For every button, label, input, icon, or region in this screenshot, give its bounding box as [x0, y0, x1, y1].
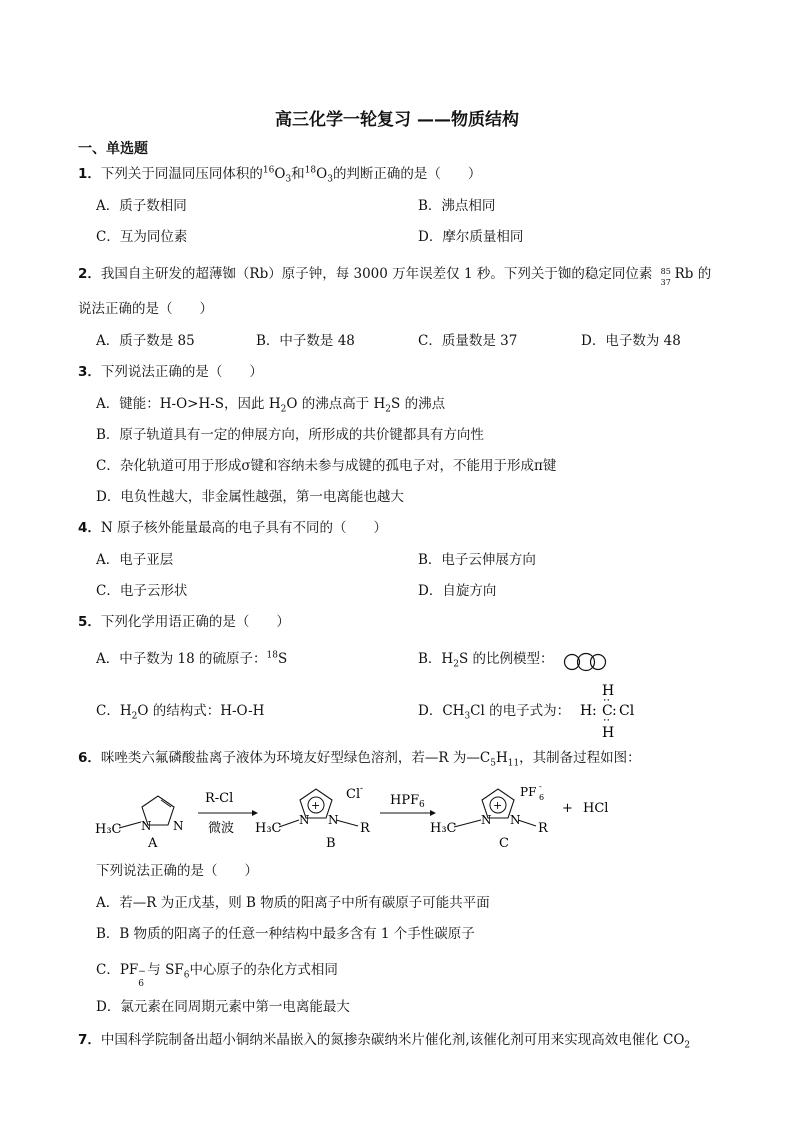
ch3cl-lewis-structure	[578, 682, 640, 740]
svg-text:H₃C: H₃C	[95, 822, 122, 837]
svg-text:N: N	[141, 819, 152, 833]
svg-text:B: B	[326, 836, 336, 851]
svg-text::: :	[601, 698, 614, 702]
svg-text:微波: 微波	[208, 821, 235, 836]
q4-option-d[interactable]: D．自旋方向	[418, 583, 497, 599]
svg-text:6: 6	[539, 793, 545, 802]
q6-option-c[interactable]: C．PF − 6 与 $SF_6$中心原子的杂化方式相同	[96, 962, 338, 989]
q1-option-d[interactable]: D．摩尔质量相同	[418, 229, 524, 245]
reaction-arrow-2	[380, 793, 436, 816]
page-title: 高三化学一轮复习 ——物质结构	[275, 110, 519, 130]
compound-b-structure	[255, 784, 371, 851]
q4-option-c[interactable]: C．电子云形状	[96, 583, 188, 599]
q5-option-c[interactable]: C．$H_2O$ 的结构式：H-O-H	[96, 703, 265, 722]
q4-option-b[interactable]: B．电子云伸展方向	[418, 552, 536, 568]
question-7: 7．中国科学院制备出超小铜纳米晶嵌入的氮掺杂碳纳米片催化剂,该催化剂可用来实现高效电催化 $CO_2$	[78, 1032, 691, 1051]
svg-text::: :	[601, 718, 614, 722]
compound-a-structure	[95, 796, 184, 851]
question-6-stem: 下列说法正确的是（ ）	[96, 863, 258, 879]
q5-option-a[interactable]: A．中子数为 18 的硫原子：$^{18}$S	[96, 650, 288, 667]
question-3: 3．下列说法正确的是（ ）	[78, 364, 263, 380]
q2-option-b[interactable]: B．中子数是 48	[256, 333, 355, 349]
question-2-cont: 说法正确的是（ ）	[78, 301, 213, 317]
svg-text:-: -	[360, 784, 364, 794]
q1-option-a[interactable]: A．质子数相同	[96, 198, 187, 214]
svg-text:R-Cl: R-Cl	[205, 791, 234, 806]
svg-text:+: +	[311, 799, 321, 812]
q6-option-b[interactable]: B．B 物质的阳离子的任意一种结构中最多含有 1 个手性碳原子	[96, 926, 475, 942]
rb-isotope-notation: 85 37	[660, 266, 671, 287]
svg-text:H: H	[602, 683, 615, 699]
svg-text:C: C	[499, 836, 509, 851]
q6-option-a[interactable]: A．若—R 为正戊基，则 B 物质的阳离子中所有碳原子可能共平面	[96, 895, 490, 911]
q2-option-a[interactable]: A．质子数是 85	[96, 333, 195, 349]
q3-option-d[interactable]: D．电负性越大，非金属性越强，第一电离能也越大	[96, 489, 404, 505]
q2-option-c[interactable]: C．质量数是 37	[418, 333, 518, 349]
svg-text:H: H	[580, 703, 593, 719]
question-5: 5．下列化学用语正确的是（ ）	[78, 614, 290, 630]
q4-option-a[interactable]: A．电子亚层	[96, 552, 174, 568]
svg-text:HPF: HPF	[390, 793, 420, 808]
q6-option-d[interactable]: D．氯元素在同周期元素中第一电离能最大	[96, 999, 350, 1015]
h2s-space-filling-model-icon	[563, 645, 609, 673]
q1-option-b[interactable]: B．沸点相同	[418, 198, 496, 214]
svg-text:HCl: HCl	[583, 801, 609, 816]
q5-option-b[interactable]: B．$H_2S$ 的比例模型：	[418, 651, 554, 670]
section-heading: 一、单选题	[78, 141, 148, 157]
reaction-arrow-1	[198, 791, 258, 836]
reaction-scheme-diagram	[90, 780, 650, 852]
svg-text:Cl: Cl	[346, 787, 361, 802]
svg-text:+: +	[562, 801, 573, 816]
svg-text:N: N	[299, 813, 310, 827]
svg-text::: :	[612, 703, 617, 719]
svg-text:R: R	[538, 821, 548, 836]
svg-text:6: 6	[419, 800, 425, 810]
question-1: 1．下列关于同温同压同体积的$^{16}O_3$和$^{18}O_3$的判断正确的是（ ）	[78, 165, 482, 185]
svg-text:Cl: Cl	[619, 703, 635, 719]
svg-text:H₃C: H₃C	[255, 821, 282, 836]
q3-option-b[interactable]: B．原子轨道具有一定的伸展方向，所形成的共价键都具有方向性	[96, 427, 484, 443]
compound-c-structure	[430, 782, 549, 851]
svg-text:N: N	[328, 813, 339, 827]
svg-text:A: A	[148, 836, 158, 851]
svg-text:H: H	[602, 725, 615, 740]
svg-text:PF: PF	[520, 785, 537, 799]
svg-text:-: -	[539, 782, 542, 791]
svg-text:N: N	[510, 813, 521, 827]
svg-text:N: N	[173, 819, 184, 833]
q1-option-c[interactable]: C．互为同位素	[96, 229, 188, 245]
svg-text:+: +	[493, 799, 503, 812]
svg-text:N: N	[481, 813, 492, 827]
q5-option-d[interactable]: D．$CH_3Cl$ 的电子式为：	[418, 703, 571, 722]
question-2: 2．我国自主研发的超薄铷（Rb）原子钟，每 3000 万年误差仅 1 秒。下列关于铷的稳定同位素 85 37 Rb 的	[78, 266, 712, 287]
svg-text:H₃C: H₃C	[430, 821, 457, 836]
svg-text::: :	[592, 703, 597, 719]
q2-option-d[interactable]: D．电子数为 48	[581, 333, 681, 349]
svg-text:R: R	[360, 821, 370, 836]
question-4: 4．N 原子核外能量最高的电子具有不同的（ ）	[78, 520, 388, 536]
svg-text:C: C	[602, 703, 613, 719]
question-6: 6．咪唑类六氟磷酸盐离子液体为环境友好型绿色溶剂，若—R 为$—C_5H_{11}$，其制备过程如图：	[78, 750, 641, 769]
q3-option-a[interactable]: A．键能：H-O>H-S，因此 $H_2O$ 的沸点高于 $H_2S$ 的沸点	[96, 396, 446, 415]
q3-option-c[interactable]: C．杂化轨道可用于形成σ键和容纳未参与成键的孤电子对，不能用于形成π键	[96, 458, 557, 474]
